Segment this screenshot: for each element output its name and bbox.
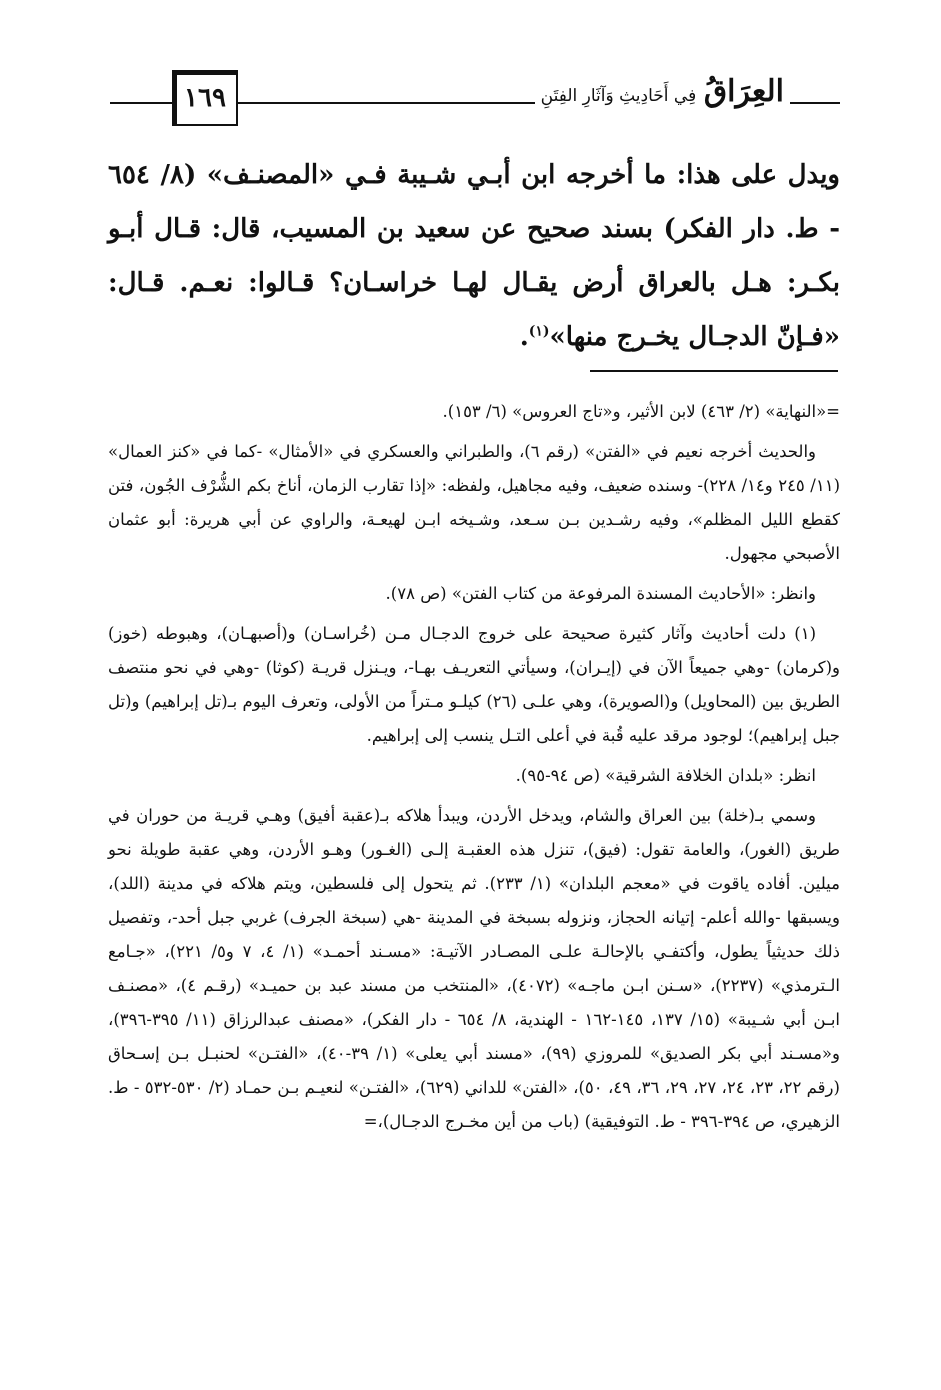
footnote-ref: (١): [528, 323, 550, 340]
footnote-separator: [590, 370, 838, 372]
book-title-sub: فِي أَحَادِيثِ وَآثَارِ الفِتَنِ: [540, 86, 697, 106]
footnotes: [108, 395, 840, 1145]
main-paragraph-text: ويدل على هذا: ما أخرجه ابن أبـي شـيبة فـي «المصنـف» (٨/ ٦٥٤ - ط. دار الفكر) بسند صحيح عن سعيد بن المسيب، قال: قـال أبـو بكـر: هـل بالعراق أرض يقـال لهـا خراسـان؟ قـالوا: نعـم. قـال: «فـإنّ الدجـال يخـرج منها»: [108, 160, 840, 352]
footnote-paragraph: وسمي بـ(خلة) بين العراق والشام، ويدخل الأردن، ويبدأ هلاكه بـ(عقبة أفيق) وهـي قريـة من حوران في طريق (الغور)، والعامة تقول: (فيق)، تنزل هذه العقبـة إلـى (الغـور) وهـو الأردن، وهي عقبة طويلة نحو ميلين. أفاده ياقوت في «معجم البلدان» (١/ ٢٣٣). ثم يتحول إلى فلسطين، ويتم هلاكه في مدينة (اللد)، ويسبقها -والله أعلم- إتيانه الحجاز، ونزوله بسبخة في المدينة -هي (سبخة الجرف) غربي جبل أحد-، وتفصيل ذلك حديثياً يطول، وأكتفـي بالإحالـة علـى المصـادر الآتيـة: «مسـند أحمـد» (١/ ٤، ٧ و٥/ ٢٢١)، «جـامع الـترمذي» (٢٢٣٧)، «سـنن ابـن ماجـه» (٤٠٧٢)، «المنتخب من مسند عبد بن حميـد» (رقـم ٤)، «مصنـف ابـن أبي شـيبة» (١٥/ ١٣٧، ١٤٥-١٦٢ - الهندية، ٨/ ٦٥٤ - دار الفكر)، «مصنف عبدالرزاق (١١/ ٣٩٥-٣٩٦)، و«مسـند أبي بكر الصديق» للمروزي (٩٩)، «مسند أبي يعلى» (١/ ٣٩-٤٠)، «الفتـن» لحنبـل بـن إسـحاق (رقم ٢٢، ٢٣، ٢٤، ٢٧، ٢٩، ٣٦، ٤٩، ٥٠)، «الفتن» للداني (٦٢٩)، «الفتـن» لنعيـم بـن حمـاد (٢/ ٥٣٠-٥٣٢ - ط. الزهيري، ص ٣٩٤-٣٩٦ - ط. التوفيقية) (باب من أين مخـرج الدجـال)،=: [108, 806, 841, 1131]
footnote-continuation: =«النهاية» (٢/ ٤٦٣) لابن الأثير، و«تاج العروس» (٦/ ١٥٣).: [442, 402, 840, 421]
footnote-paragraph: وانظر: «الأحاديث المسندة المرفوعة من كتاب الفتن» (ص ٧٨).: [385, 584, 816, 603]
book-title: [535, 74, 790, 109]
page-header: [110, 60, 840, 130]
footnote-paragraph: والحديث أخرجه نعيم في «الفتن» (رقم ٦)، والطبراني والعسكري في «الأمثال» -كما في «كنز العمال» (١١/ ٢٤٥ و١٤/ ٢٢٨)- وسنده ضعيف، وفيه مجاهيل، ولفظه: «إذا تقارب الزمان، أناخ بكم الشُّرْف الجُون، فتن كقطع الليل المظلم»، وفيه رشـدين بـن سـعد، وشـيخه ابـن لهيعـة، والراوي عن أبي هريرة: أبو عثمان الأصبحي مجهول.: [108, 442, 840, 563]
header-rule-left: [110, 102, 172, 104]
main-paragraph: [108, 148, 840, 364]
main-text: [108, 148, 840, 364]
main-paragraph-end: .: [519, 322, 529, 352]
book-title-main: العِرَاقُ: [703, 74, 784, 109]
footnote-paragraph: انظر: «بلدان الخلافة الشرقية» (ص ٩٤-٩٥).: [515, 766, 816, 785]
footnote-1: (١) دلت أحاديث وآثار كثيرة صحيحة على خروج الدجـال مـن (خُراسـان) و(أصبهـان)، وهبوطه (خوز) و(كرمان) -وهي جميعاً الآن في (إيـران)، وسيأتي التعريـف بهـا-، ويـنزل قريـة (كوثا) -وهي في نحو منتصف الطريق بين (المحاويل) و(الصويرة)، وهي علـى (٢٦) كيلـو مـتراً من الأولى، وتعرف اليوم بـ(تل إبراهيم) و(تل جبل إبراهيم)؛ لوجود مرقد عليه قُبة في أعلى التـل ينسب إلى إبراهيم.: [108, 624, 840, 745]
page-number: ١٦٩: [172, 70, 238, 126]
